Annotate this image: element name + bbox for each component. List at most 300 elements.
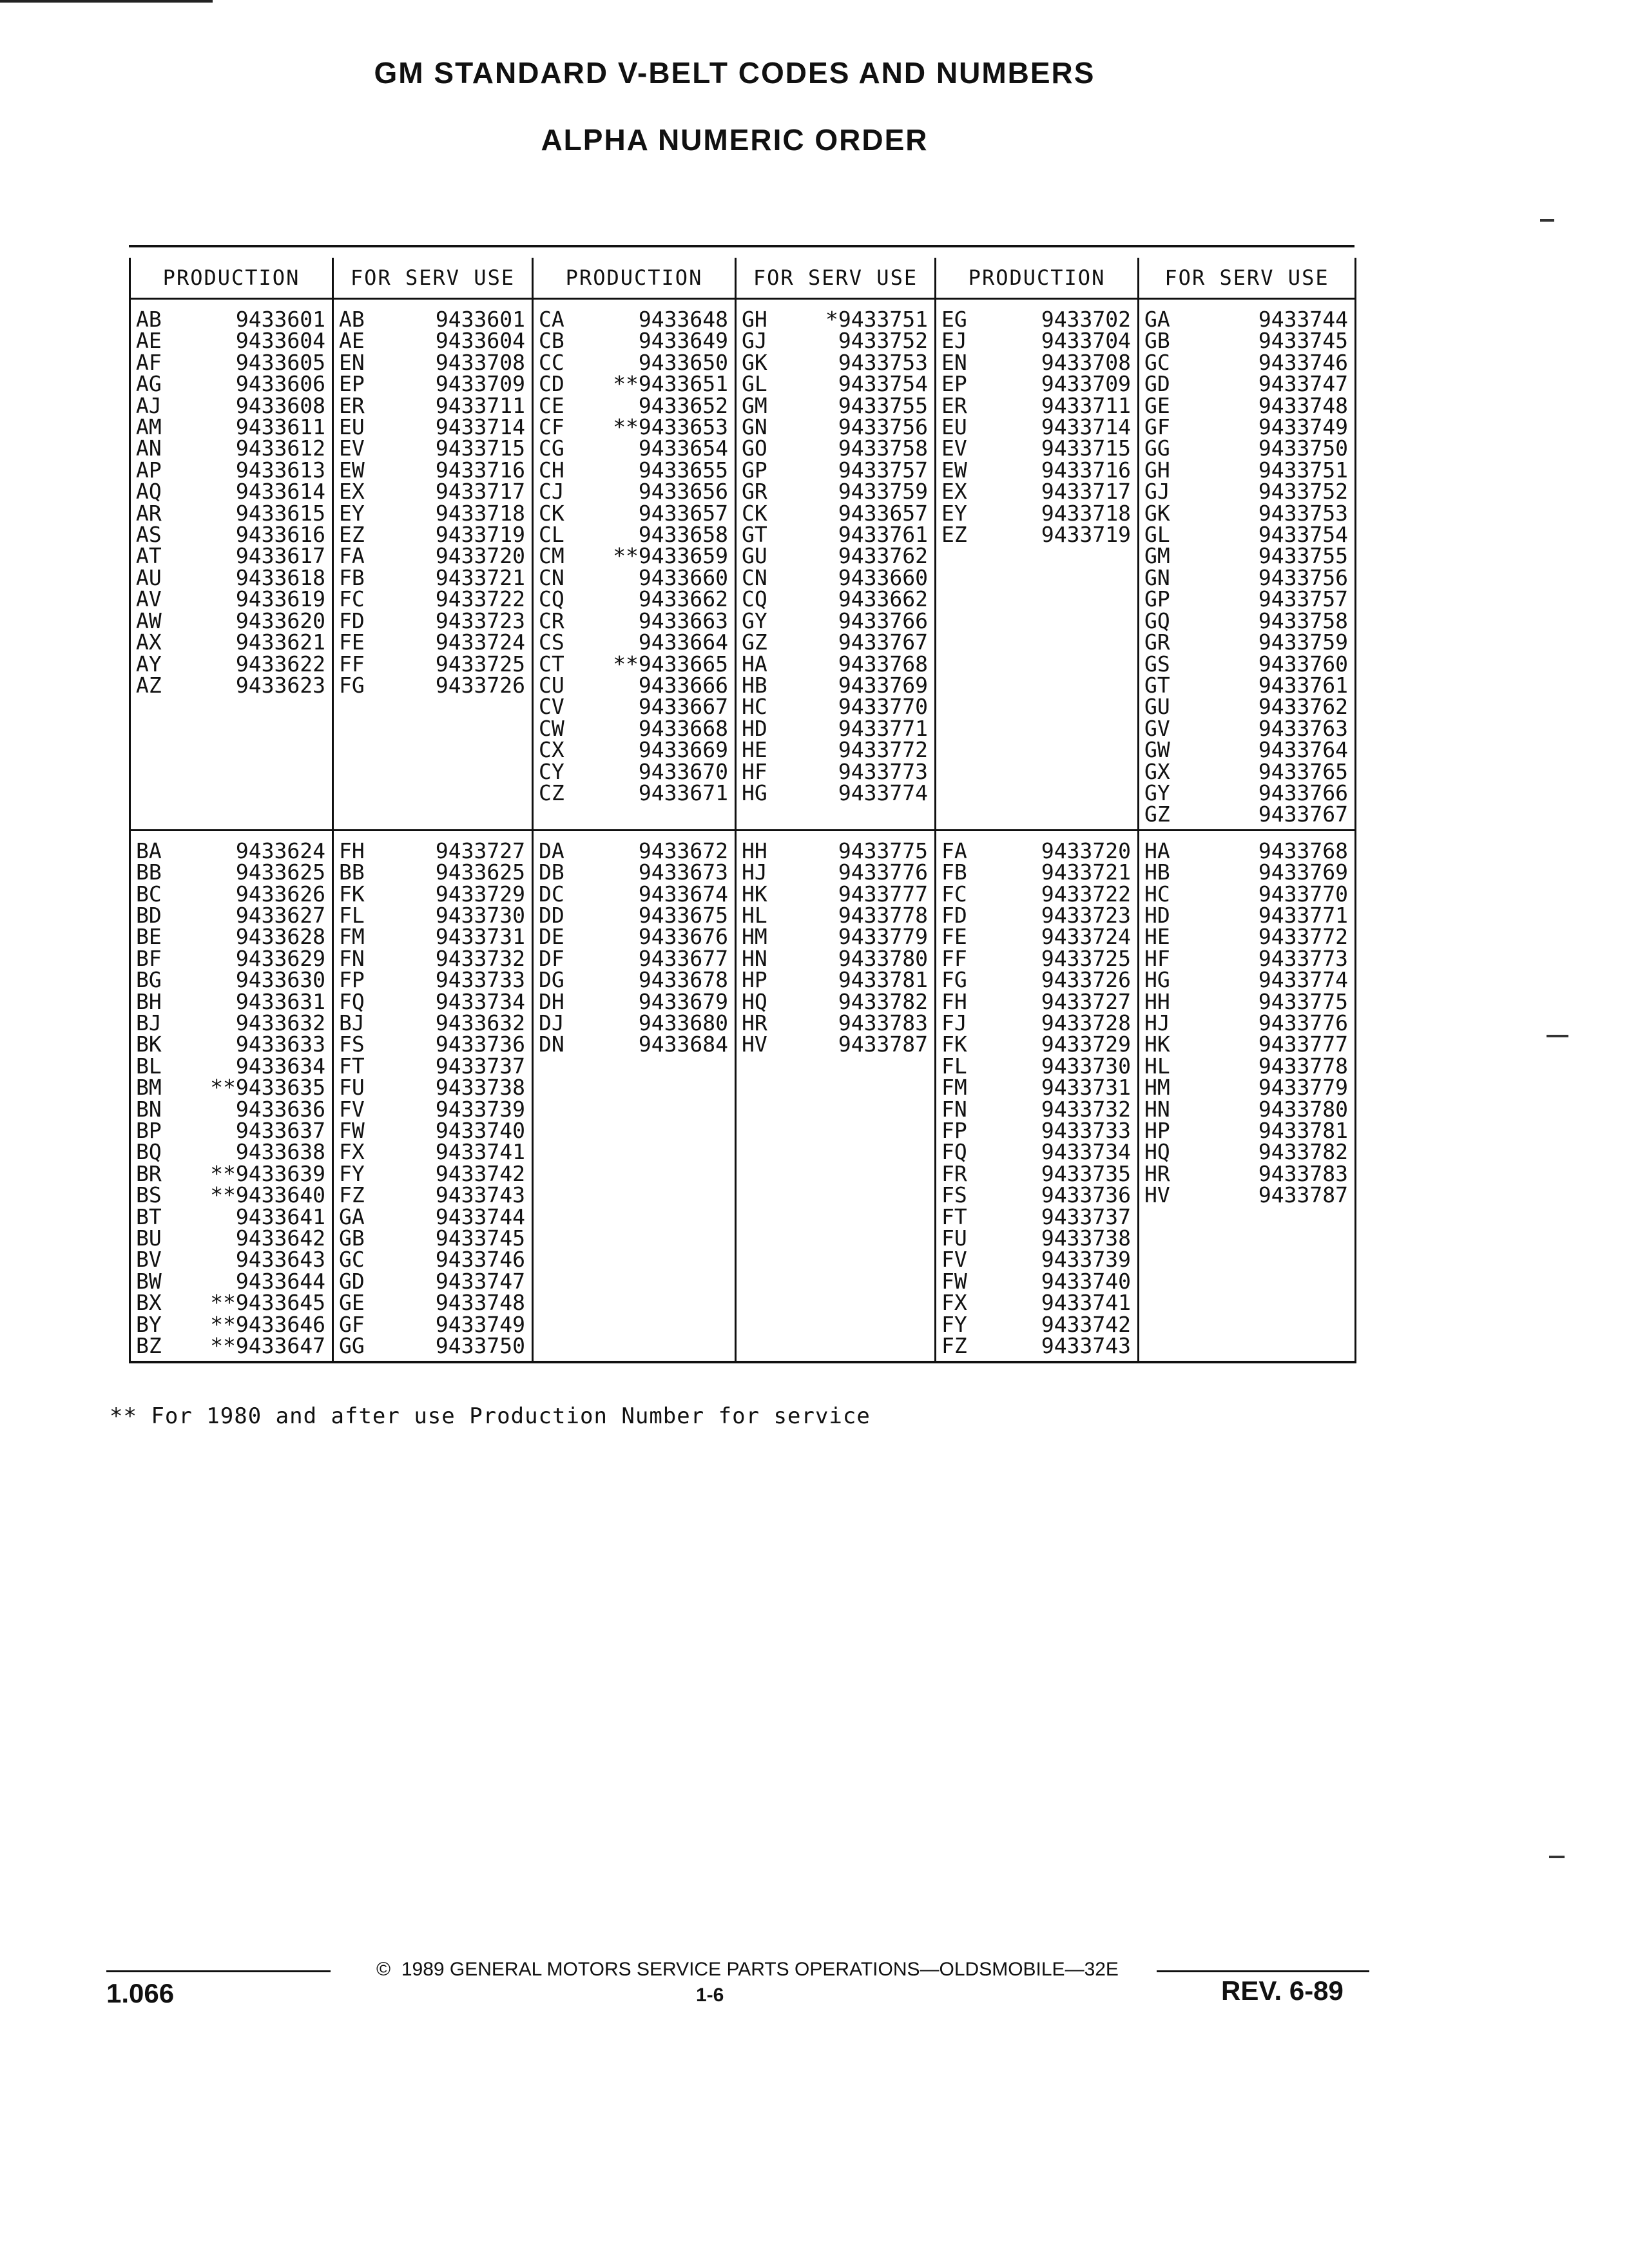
belt-code: FU xyxy=(339,1075,365,1100)
belt-entry xyxy=(534,564,735,590)
part-number: 9433779 xyxy=(838,924,928,950)
belt-entry xyxy=(936,392,1137,418)
part-number: **9433647 xyxy=(210,1333,325,1359)
belt-code: FY xyxy=(339,1160,365,1186)
belt-code: CJ xyxy=(539,479,564,505)
table-row-group xyxy=(130,830,1356,1361)
part-number: 9433675 xyxy=(638,902,728,928)
part-number: 9433625 xyxy=(235,860,325,885)
belt-code: AY xyxy=(136,651,162,677)
belt-entry xyxy=(936,861,1137,883)
part-number: 9433755 xyxy=(1258,543,1348,569)
belt-code: EX xyxy=(941,479,967,505)
belt-code: GW xyxy=(1144,737,1170,763)
belt-entry xyxy=(737,1033,934,1055)
belt-entry xyxy=(936,840,1137,861)
belt-code: CD xyxy=(539,371,564,397)
belt-entry xyxy=(534,945,735,971)
belt-code: GZ xyxy=(1144,802,1170,827)
belt-code: HH xyxy=(1144,988,1170,1014)
part-number: 9433750 xyxy=(435,1333,525,1359)
page-subtitle: ALPHA NUMERIC ORDER xyxy=(541,123,929,157)
part-number: 9433621 xyxy=(235,629,325,655)
part-number: 9433737 xyxy=(1041,1204,1131,1229)
belt-entry xyxy=(737,988,934,1014)
part-number: **9433635 xyxy=(210,1075,325,1100)
part-number: 9433778 xyxy=(838,902,928,928)
belt-entry xyxy=(1139,1184,1354,1206)
part-number: 9433663 xyxy=(638,608,728,633)
part-number: 9433772 xyxy=(838,737,928,763)
part-number: 9433711 xyxy=(1041,392,1131,418)
belt-code: BC xyxy=(136,881,162,907)
belt-entry xyxy=(334,1012,532,1033)
belt-code: GJ xyxy=(742,328,767,354)
part-number: 9433722 xyxy=(1041,881,1131,907)
belt-entry xyxy=(534,883,735,905)
belt-entry xyxy=(936,309,1137,330)
belt-code: FT xyxy=(339,1053,365,1079)
belt-code: FW xyxy=(339,1118,365,1144)
belt-code: BB xyxy=(136,860,162,885)
belt-code: GU xyxy=(742,543,767,569)
belt-code: DB xyxy=(539,860,564,885)
part-number: 9433678 xyxy=(638,967,728,993)
part-number: 9433723 xyxy=(435,608,525,633)
belt-code: DD xyxy=(539,902,564,928)
belt-code: AM xyxy=(136,414,162,440)
belt-code: BA xyxy=(136,838,162,863)
top-edge-rule xyxy=(0,0,213,3)
belt-entry xyxy=(131,861,332,883)
belt-entry xyxy=(1139,672,1354,698)
belt-code: FA xyxy=(339,543,365,569)
belt-code: AG xyxy=(136,371,162,397)
belt-code: GA xyxy=(1144,307,1170,332)
belt-entry xyxy=(737,782,934,803)
belt-entry xyxy=(534,543,735,569)
belt-code: FU xyxy=(941,1225,967,1251)
belt-entry xyxy=(334,500,532,526)
belt-code: CB xyxy=(539,328,564,354)
belt-code: FF xyxy=(941,945,967,971)
belt-code: FC xyxy=(339,586,365,612)
part-number: 9433657 xyxy=(638,500,728,526)
belt-code: GR xyxy=(742,479,767,505)
part-number: 9433667 xyxy=(638,694,728,720)
part-number: 9433660 xyxy=(638,564,728,590)
belt-entry xyxy=(334,1184,532,1206)
belt-entry xyxy=(534,631,735,653)
belt-code: FD xyxy=(339,608,365,633)
part-number: 9433608 xyxy=(235,392,325,418)
part-number: 9433754 xyxy=(1258,522,1348,548)
belt-entry xyxy=(334,437,532,459)
belt-entry xyxy=(1139,902,1354,928)
part-number: 9433674 xyxy=(638,881,728,907)
part-number: 9433757 xyxy=(1258,586,1348,612)
part-number: 9433656 xyxy=(638,479,728,505)
part-number: 9433746 xyxy=(435,1247,525,1273)
belt-code: HD xyxy=(1144,902,1170,928)
part-number: 9433613 xyxy=(235,457,325,483)
column-header-production: PRODUCTION xyxy=(533,258,736,299)
belt-code: BB xyxy=(339,860,365,885)
belt-entry xyxy=(737,758,934,784)
part-number: 9433654 xyxy=(638,436,728,461)
belt-entry xyxy=(334,1311,532,1337)
belt-code: CM xyxy=(539,543,564,569)
belt-entry xyxy=(737,610,934,631)
belt-code: CQ xyxy=(539,586,564,612)
belt-code: FZ xyxy=(941,1333,967,1359)
part-number: 9433648 xyxy=(638,307,728,332)
belt-code: DH xyxy=(539,988,564,1014)
part-number: 9433716 xyxy=(435,457,525,483)
belt-entry xyxy=(334,945,532,971)
part-number: 9433776 xyxy=(838,860,928,885)
belt-code: EW xyxy=(339,457,365,483)
serv-use-column-cell xyxy=(736,830,936,1361)
belt-code: GH xyxy=(1144,457,1170,483)
belt-entry xyxy=(334,672,532,698)
belt-code: BU xyxy=(136,1225,162,1251)
belt-code: CA xyxy=(539,307,564,332)
belt-entry xyxy=(1139,414,1354,440)
margin-mark xyxy=(1547,1035,1568,1037)
belt-code: AW xyxy=(136,608,162,633)
belt-entry xyxy=(737,631,934,653)
part-number: 9433782 xyxy=(838,988,928,1014)
belt-entry xyxy=(1139,861,1354,883)
belt-entry xyxy=(534,371,735,397)
belt-code: FM xyxy=(941,1075,967,1100)
part-number: 9433634 xyxy=(235,1053,325,1079)
belt-entry xyxy=(334,1268,532,1294)
belt-entry xyxy=(131,309,332,330)
belt-code: GL xyxy=(742,371,767,397)
belt-entry xyxy=(1139,328,1354,354)
belt-code: HK xyxy=(742,881,767,907)
belt-code: AU xyxy=(136,564,162,590)
part-number: 9433743 xyxy=(1041,1333,1131,1359)
part-number: 9433632 xyxy=(435,1010,525,1035)
belt-entry xyxy=(737,840,934,861)
belt-code: GG xyxy=(1144,436,1170,461)
belt-code: FC xyxy=(941,881,967,907)
column-header-production: PRODUCTION xyxy=(936,258,1139,299)
part-number: 9433759 xyxy=(838,479,928,505)
part-number: 9433722 xyxy=(435,586,525,612)
belt-code: FR xyxy=(941,1160,967,1186)
part-number: 9433740 xyxy=(435,1118,525,1144)
belt-entry xyxy=(334,1096,532,1122)
belt-code: GF xyxy=(339,1311,365,1337)
part-number: 9433715 xyxy=(1041,436,1131,461)
column-header-for-serv-use: FOR SERV USE xyxy=(736,258,936,299)
belt-entry xyxy=(131,522,332,548)
belt-entry xyxy=(936,522,1137,548)
belt-entry xyxy=(334,459,532,481)
part-number: **9433665 xyxy=(613,651,728,677)
part-number: 9433720 xyxy=(1041,838,1131,863)
belt-entry xyxy=(737,694,934,720)
belt-code: DJ xyxy=(539,1010,564,1035)
belt-code: GJ xyxy=(1144,479,1170,505)
belt-entry xyxy=(737,1012,934,1033)
belt-entry xyxy=(737,945,934,971)
part-number: 9433644 xyxy=(235,1268,325,1294)
part-number: 9433776 xyxy=(1258,1010,1348,1035)
belt-code: CS xyxy=(539,629,564,655)
belt-entry xyxy=(737,349,934,375)
belt-code: CL xyxy=(539,522,564,548)
part-number: 9433756 xyxy=(1258,564,1348,590)
part-number: 9433739 xyxy=(1041,1247,1131,1273)
belt-entry xyxy=(1139,803,1354,825)
part-number: 9433637 xyxy=(235,1118,325,1144)
part-number: 9433753 xyxy=(838,349,928,375)
part-number: **9433640 xyxy=(210,1182,325,1208)
belt-code: GU xyxy=(1144,694,1170,720)
belt-entry xyxy=(936,1268,1137,1294)
part-number: 9433638 xyxy=(235,1139,325,1165)
serv-use-column-cell xyxy=(1139,299,1356,831)
belt-entry xyxy=(737,414,934,440)
serv-use-column-cell xyxy=(333,299,533,831)
belt-code: BD xyxy=(136,902,162,928)
belt-code: AJ xyxy=(136,392,162,418)
belt-entry xyxy=(936,1139,1137,1165)
part-number: 9433730 xyxy=(1041,1053,1131,1079)
belt-entry xyxy=(936,988,1137,1014)
part-number: 9433655 xyxy=(638,457,728,483)
part-number: 9433787 xyxy=(1258,1182,1348,1208)
part-number: 9433721 xyxy=(435,564,525,590)
part-number: 9433759 xyxy=(1258,629,1348,655)
belt-code: FL xyxy=(339,902,365,928)
belt-entry xyxy=(131,653,332,675)
belt-entry xyxy=(737,902,934,928)
belt-code: EX xyxy=(339,479,365,505)
belt-entry xyxy=(131,479,332,505)
part-number: 9433748 xyxy=(1258,392,1348,418)
belt-entry xyxy=(936,924,1137,950)
part-number: 9433711 xyxy=(435,392,525,418)
part-number: 9433725 xyxy=(1041,945,1131,971)
belt-code: FL xyxy=(941,1053,967,1079)
belt-code: GG xyxy=(339,1333,365,1359)
belt-entry xyxy=(334,1077,532,1098)
belt-code: FP xyxy=(941,1118,967,1144)
belt-code: DN xyxy=(539,1032,564,1057)
footer-revision: REV. 6-89 xyxy=(1221,1975,1344,2006)
belt-code: FW xyxy=(941,1268,967,1294)
belt-code: FS xyxy=(339,1032,365,1057)
footer-rule-right xyxy=(1157,1970,1369,1972)
belt-entry xyxy=(131,414,332,440)
part-number: 9433649 xyxy=(638,328,728,354)
belt-entry xyxy=(131,883,332,905)
belt-code: HA xyxy=(742,651,767,677)
belt-code: BH xyxy=(136,988,162,1014)
belt-code: EY xyxy=(941,500,967,526)
part-number: 9433724 xyxy=(1041,924,1131,950)
part-number: 9433716 xyxy=(1041,457,1131,483)
belt-entry xyxy=(534,924,735,950)
part-number: 9433758 xyxy=(838,436,928,461)
belt-code: FA xyxy=(941,838,967,863)
part-number: 9433781 xyxy=(838,967,928,993)
belt-code: BS xyxy=(136,1182,162,1208)
part-number: **9433646 xyxy=(210,1311,325,1337)
part-number: 9433741 xyxy=(435,1139,525,1165)
belt-code: AP xyxy=(136,457,162,483)
belt-entry xyxy=(334,1055,532,1077)
belt-code: GP xyxy=(1144,586,1170,612)
belt-code: HG xyxy=(1144,967,1170,993)
part-number: 9433669 xyxy=(638,737,728,763)
belt-code: FE xyxy=(339,629,365,655)
belt-code: GP xyxy=(742,457,767,483)
part-number: 9433719 xyxy=(435,522,525,548)
part-number: 9433628 xyxy=(235,924,325,950)
belt-code: GM xyxy=(742,392,767,418)
belt-code: FB xyxy=(941,860,967,885)
part-number: 9433719 xyxy=(1041,522,1131,548)
belt-code: BV xyxy=(136,1247,162,1273)
belt-code: HQ xyxy=(1144,1139,1170,1165)
belt-entry xyxy=(131,631,332,653)
belt-code: HV xyxy=(1144,1182,1170,1208)
belt-code: HC xyxy=(1144,881,1170,907)
belt-entry xyxy=(534,414,735,440)
belt-code: CG xyxy=(539,436,564,461)
belt-entry xyxy=(936,1096,1137,1122)
part-number: 9433734 xyxy=(435,988,525,1014)
belt-entry xyxy=(534,459,735,481)
part-number: 9433717 xyxy=(435,479,525,505)
part-number: 9433761 xyxy=(1258,672,1348,698)
belt-entry xyxy=(131,1118,332,1144)
belt-code: ER xyxy=(941,392,967,418)
belt-entry xyxy=(334,883,532,905)
belt-code: FY xyxy=(941,1311,967,1337)
part-number: 9433660 xyxy=(838,564,928,590)
part-number: 9433781 xyxy=(1258,1118,1348,1144)
belt-code: EJ xyxy=(941,328,967,354)
belt-code: GM xyxy=(1144,543,1170,569)
part-number: 9433619 xyxy=(235,586,325,612)
part-number: 9433773 xyxy=(1258,945,1348,971)
belt-code: HM xyxy=(1144,1075,1170,1100)
part-number: 9433618 xyxy=(235,564,325,590)
belt-code: HL xyxy=(742,902,767,928)
part-number: 9433769 xyxy=(838,672,928,698)
part-number: 9433762 xyxy=(1258,694,1348,720)
belt-entry xyxy=(737,715,934,741)
belt-code: HR xyxy=(742,1010,767,1035)
table-body xyxy=(130,299,1356,1362)
part-number: 9433750 xyxy=(1258,436,1348,461)
belt-entry xyxy=(936,1247,1137,1273)
belt-entry xyxy=(334,328,532,354)
belt-code: HV xyxy=(742,1032,767,1057)
belt-entry xyxy=(737,564,934,590)
belt-entry xyxy=(334,1160,532,1186)
belt-entry xyxy=(936,328,1137,354)
belt-entry xyxy=(936,371,1137,397)
footer-rule-left xyxy=(106,1970,331,1972)
part-number: 9433672 xyxy=(638,838,728,863)
part-number: 9433708 xyxy=(435,349,525,375)
belt-entry xyxy=(936,1227,1137,1249)
belt-code: FK xyxy=(339,881,365,907)
belt-code: EZ xyxy=(339,522,365,548)
belt-entry xyxy=(131,1055,332,1077)
belt-code: CW xyxy=(539,715,564,741)
part-number: 9433715 xyxy=(435,436,525,461)
footer-page-number: 1-6 xyxy=(696,1984,724,2006)
belt-code: FF xyxy=(339,651,365,677)
belt-entry xyxy=(534,1033,735,1055)
belt-entry xyxy=(737,967,934,993)
belt-entry xyxy=(334,414,532,440)
part-number: 9433717 xyxy=(1041,479,1131,505)
belt-code: EP xyxy=(339,371,365,397)
belt-entry xyxy=(131,610,332,631)
belt-entry xyxy=(131,564,332,590)
belt-code: GV xyxy=(1144,715,1170,741)
part-number: 9433777 xyxy=(1258,1032,1348,1057)
belt-entry xyxy=(131,371,332,397)
part-number: 9433737 xyxy=(435,1053,525,1079)
belt-code: BR xyxy=(136,1160,162,1186)
belt-entry xyxy=(534,349,735,375)
part-number: 9433743 xyxy=(435,1182,525,1208)
belt-entry xyxy=(334,653,532,675)
part-number: 9433760 xyxy=(1258,651,1348,677)
belt-code: GN xyxy=(1144,564,1170,590)
belt-code: FG xyxy=(941,967,967,993)
belt-entry xyxy=(334,902,532,928)
belt-entry xyxy=(936,1012,1137,1033)
belt-entry xyxy=(131,1077,332,1098)
part-number: 9433666 xyxy=(638,672,728,698)
belt-entry xyxy=(534,588,735,610)
belt-entry xyxy=(1139,715,1354,741)
belt-code: EU xyxy=(339,414,365,440)
belt-entry xyxy=(334,988,532,1014)
footnote: ** For 1980 and after use Production Number for service xyxy=(110,1403,871,1429)
belt-entry xyxy=(1139,349,1354,375)
belt-code: BZ xyxy=(136,1333,162,1359)
belt-entry xyxy=(737,328,934,354)
belt-code: FQ xyxy=(339,988,365,1014)
belt-entry xyxy=(334,1247,532,1273)
belt-code: AV xyxy=(136,586,162,612)
belt-code: BL xyxy=(136,1053,162,1079)
belt-entry xyxy=(737,924,934,950)
belt-code: BE xyxy=(136,924,162,950)
part-number: 9433780 xyxy=(1258,1096,1348,1122)
belt-code: CQ xyxy=(742,586,767,612)
belt-code: GY xyxy=(1144,780,1170,805)
belt-entry xyxy=(1139,988,1354,1014)
part-number: 9433747 xyxy=(1258,371,1348,397)
belt-code: AF xyxy=(136,349,162,375)
belt-code: AB xyxy=(136,307,162,332)
